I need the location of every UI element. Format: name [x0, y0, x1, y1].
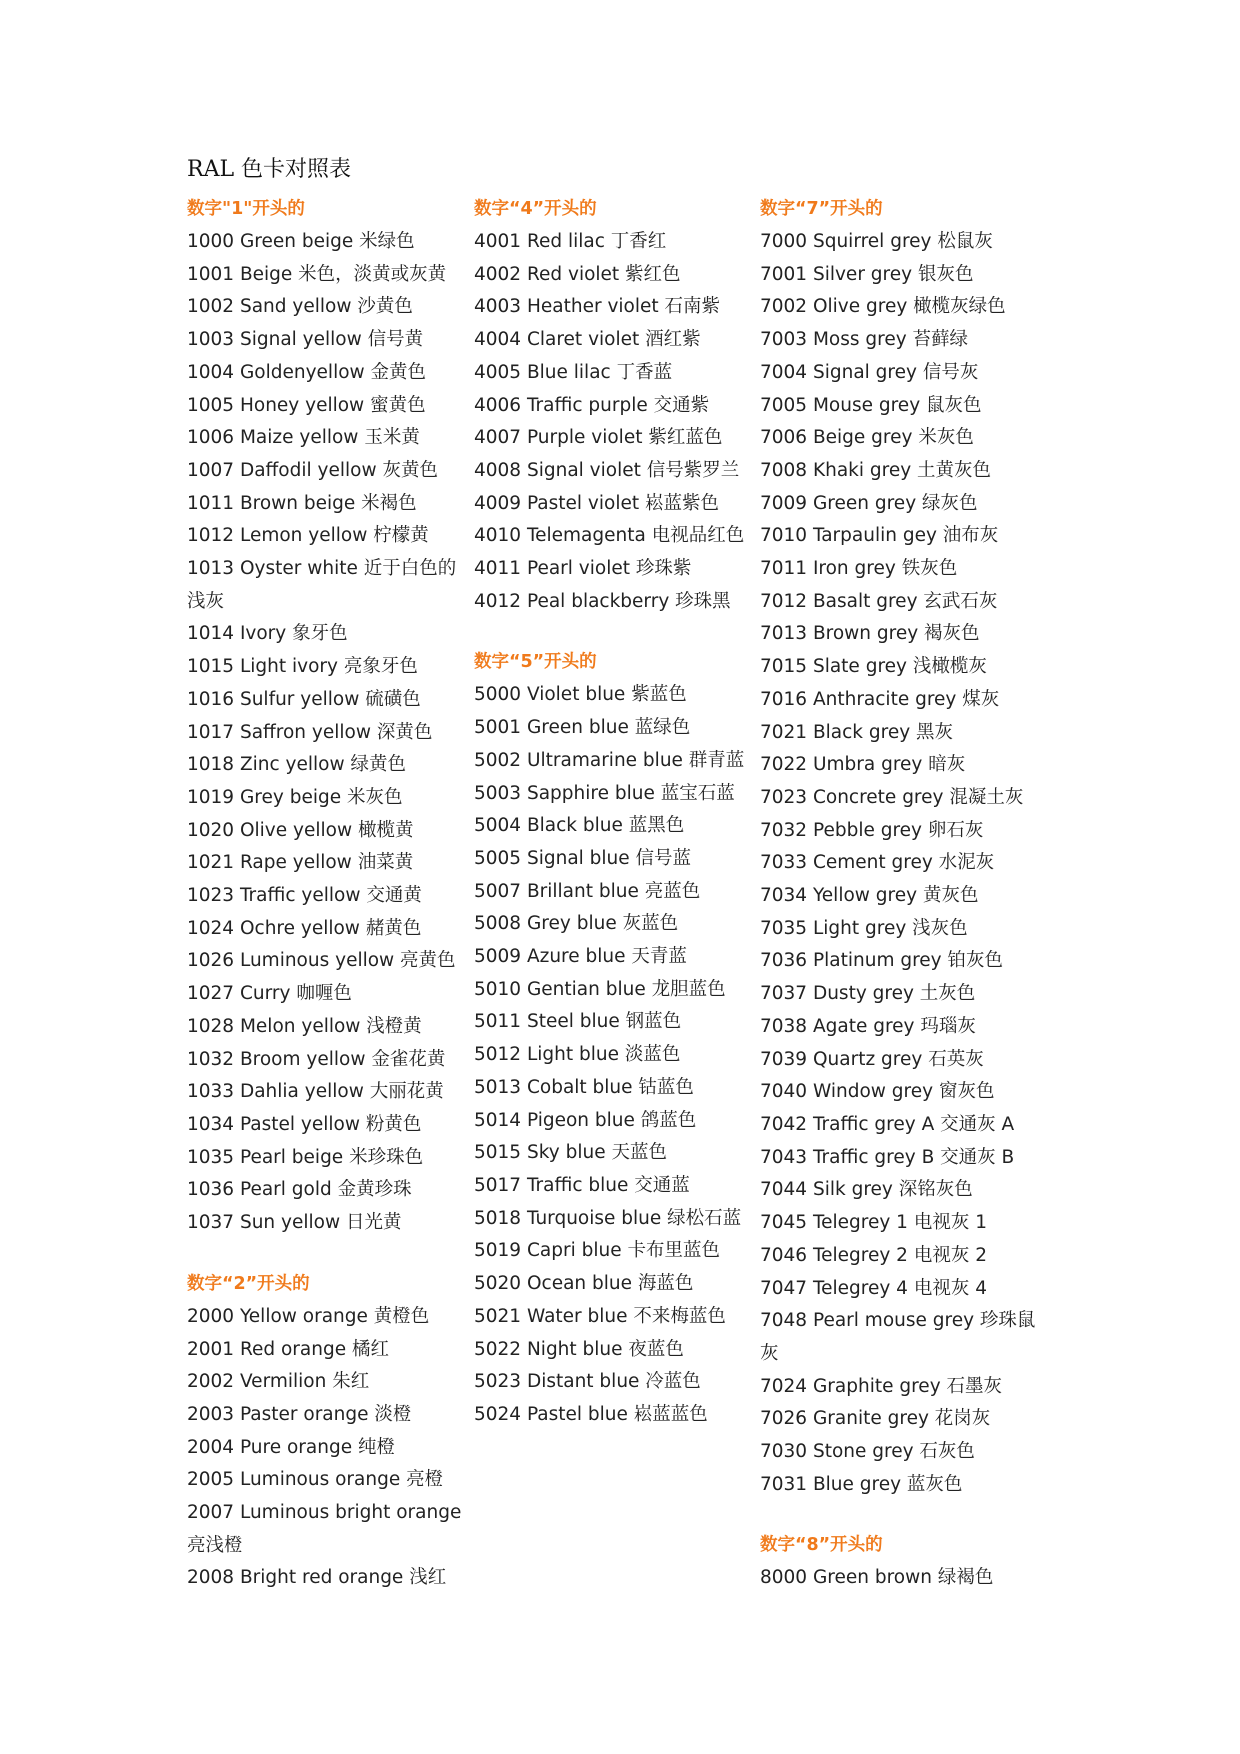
section-heading: 数字“7”开头的 [760, 199, 883, 219]
color-entry: 5008 Grey blue 灰蓝色 [474, 913, 679, 935]
color-entry: 7001 Silver grey 银灰色 [760, 263, 974, 285]
color-entry: 1032 Broom yellow 金雀花黄 [187, 1048, 446, 1070]
color-entry: 4009 Pastel violet 崧蓝紫色 [474, 492, 719, 514]
color-entry: 4008 Signal violet 信号紫罗兰 [474, 459, 740, 481]
section-heading: 数字"1"开头的 [187, 199, 305, 219]
color-entry: 7038 Agate grey 玛瑙灰 [760, 1015, 976, 1037]
color-entry: 7026 Granite grey 花岗灰 [760, 1408, 991, 1430]
color-entry: 7033 Cement grey 水泥灰 [760, 852, 995, 874]
color-entry: 7021 Black grey 黑灰 [760, 721, 954, 743]
color-entry: 5002 Ultramarine blue 群青蓝 [474, 749, 745, 771]
column-1 [187, 193, 462, 1595]
color-entry: 5001 Green blue 蓝绿色 [474, 717, 691, 739]
color-entry: 5011 Steel blue 钢蓝色 [474, 1011, 682, 1033]
color-entry: 1035 Pearl beige 米珍珠色 [187, 1146, 424, 1168]
color-entry: 2000 Yellow orange 黄橙色 [187, 1305, 430, 1327]
color-entry: 7023 Concrete grey 混凝土灰 7032 Pebble grey 卵石灰 [760, 786, 1024, 841]
color-entry: 7006 Beige grey 米灰色 [760, 427, 974, 449]
section-gap [760, 1501, 1045, 1529]
section-gap [187, 1240, 462, 1268]
color-entry: 7045 Telegrey 1 电视灰 1 [760, 1212, 987, 1234]
color-entry: 4011 Pearl violet 珍珠紫 [474, 558, 692, 580]
color-entry: 1036 Pearl gold 金黄珍珠 [187, 1179, 412, 1201]
color-entry: 7015 Slate grey 浅橄榄灰 [760, 656, 987, 678]
color-entry: 1037 Sun yellow 日光黄 [187, 1212, 402, 1234]
color-entry: 1005 Honey yellow 蜜黄色 [187, 394, 426, 416]
color-entry: 7039 Quartz grey 石英灰 [760, 1048, 984, 1070]
color-entry: 5023 Distant blue 冷蓝色 [474, 1371, 701, 1393]
color-entry: 7031 Blue grey 蓝灰色 [760, 1473, 963, 1495]
color-entry: 7011 Iron grey 铁灰色 [760, 558, 958, 580]
color-entry: 2001 Red orange 橘红 [187, 1338, 389, 1360]
color-entry: 7024 Graphite grey 石墨灰 [760, 1375, 1003, 1397]
color-entry: 1003 Signal yellow 信号黄 [187, 329, 424, 351]
color-entry: 5020 Ocean blue 海蓝色 [474, 1273, 694, 1295]
color-entry: 4004 Claret violet 酒红紫 [474, 329, 701, 351]
section-heading: 数字“4”开头的 [474, 199, 597, 219]
color-entry: 1034 Pastel yellow 粉黄色 [187, 1113, 422, 1135]
color-entry: 5000 Violet blue 紫蓝色 [474, 684, 687, 706]
color-entry: 7047 Telegrey 4 电视灰 4 [760, 1277, 987, 1299]
color-entry: 7042 Traffic grey A 交通灰 A [760, 1113, 1015, 1135]
column-3 [760, 193, 1045, 1595]
color-entry: 5004 Black blue 蓝黑色 [474, 815, 685, 837]
color-entry: 1013 Oyster white 近于白色的浅灰 [187, 558, 457, 612]
color-entry: 2004 Pure orange 纯橙 [187, 1436, 395, 1458]
color-entry: 1017 Saffron yellow 深黄色 [187, 721, 433, 743]
color-entry: 5024 Pastel blue 崧蓝蓝色 [474, 1403, 708, 1425]
color-entry: 7009 Green grey 绿灰色 [760, 492, 978, 514]
color-entry: 7016 Anthracite grey 煤灰 [760, 688, 1000, 710]
color-entry: 7044 Silk grey 深铭灰色 [760, 1179, 973, 1201]
color-entry: 7004 Signal grey 信号灰 [760, 361, 979, 383]
color-entry: 7035 Light grey 浅灰色 [760, 917, 968, 939]
color-entry: 1020 Olive yellow 橄榄黄 [187, 819, 414, 841]
color-entry: 5014 Pigeon blue 鸽蓝色 [474, 1109, 697, 1131]
color-entry: 5018 Turquoise blue 绿松石蓝 [474, 1207, 742, 1229]
color-entry: 4012 Peal blackberry 珍珠黑 [474, 590, 731, 612]
color-entry: 1028 Melon yellow 浅橙黄 [187, 1015, 422, 1037]
color-entry: 7034 Yellow grey 黄灰色 [760, 885, 979, 907]
color-entry: 4010 Telemagenta 电视品红色 [474, 525, 745, 547]
color-entry: 7003 Moss grey 苔藓绿 [760, 329, 969, 351]
color-entry: 7022 Umbra grey 暗灰 [760, 754, 966, 776]
color-entry: 7008 Khaki grey 土黄灰色 [760, 459, 992, 481]
color-entry: 1024 Ochre yellow 赭黄色 [187, 917, 422, 939]
color-entry: 2007 Luminous bright orange 亮浅橙 [187, 1502, 462, 1556]
color-entry: 1002 Sand yellow 沙黄色 [187, 296, 413, 318]
section-gap [474, 618, 749, 646]
color-entry: 1004 Goldenyellow 金黄色 [187, 361, 427, 383]
color-entry: 5017 Traffic blue 交通蓝 [474, 1174, 690, 1196]
color-entry: 7036 Platinum grey 铂灰色 [760, 950, 1003, 972]
color-entry: 7000 Squirrel grey 松鼠灰 [760, 231, 993, 252]
color-entry: 5010 Gentian blue 龙胆蓝色 [474, 978, 726, 1000]
color-entry: 1000 Green beige 米绿色 [187, 231, 415, 252]
color-entry: 4006 Traffic purple 交通紫 [474, 394, 710, 416]
color-entry: 2008 Bright red orange 浅红 [187, 1567, 447, 1589]
color-entry: 1021 Rape yellow 油菜黄 [187, 852, 414, 874]
color-entry: 8000 Green brown 绿褐色 [760, 1567, 994, 1589]
color-entry: 5012 Light blue 淡蓝色 [474, 1044, 681, 1066]
color-entry: 7048 Pearl mouse grey 珍珠鼠灰 [760, 1310, 1036, 1364]
color-entry: 1027 Curry 咖喱色 [187, 983, 352, 1005]
color-entry: 5021 Water blue 不来梅蓝色 [474, 1305, 726, 1327]
color-entry: 1018 Zinc yellow 绿黄色 [187, 754, 406, 776]
color-entry: 7002 Olive grey 橄榄灰绿色 [760, 296, 1006, 318]
color-entry: 1033 Dahlia yellow 大丽花黄 [187, 1081, 444, 1103]
color-entry: 5009 Azure blue 天青蓝 [474, 946, 687, 968]
color-entry: 1006 Maize yellow 玉米黄 [187, 427, 420, 449]
color-entry: 5015 Sky blue 天蓝色 [474, 1142, 667, 1164]
color-entry: 1023 Traffic yellow 交通黄 [187, 885, 422, 907]
color-entry: 5005 Signal blue 信号蓝 [474, 847, 692, 869]
section-heading: 数字“2”开头的 [187, 1273, 310, 1294]
color-entry: 5013 Cobalt blue 钴蓝色 [474, 1076, 694, 1098]
color-entry: 2005 Luminous orange 亮橙 [187, 1469, 444, 1491]
page-title: RAL 色卡对照表 [187, 157, 352, 182]
color-entry: 7040 Window grey 窗灰色 [760, 1081, 995, 1103]
color-entry: 5007 Brillant blue 亮蓝色 [474, 880, 701, 902]
color-entry: 5003 Sapphire blue 蓝宝石蓝 [474, 782, 735, 804]
color-entry: 5019 Capri blue 卡布里蓝色 [474, 1240, 720, 1262]
color-entry: 7010 Tarpaulin gey 油布灰 [760, 525, 999, 547]
color-entry: 7043 Traffic grey B 交通灰 B [760, 1146, 1015, 1168]
column-2 [474, 193, 749, 1432]
color-entry: 7013 Brown grey 褐灰色 [760, 623, 980, 645]
color-entry: 1016 Sulfur yellow 硫磺色 [187, 688, 421, 710]
color-entry: 2002 Vermilion 朱红 [187, 1371, 370, 1393]
color-entry: 7030 Stone grey 石灰色 [760, 1441, 975, 1463]
color-entry: 4002 Red violet 紫红色 [474, 263, 681, 285]
color-entry: 7005 Mouse grey 鼠灰色 [760, 394, 982, 416]
color-entry: 1019 Grey beige 米灰色 [187, 786, 403, 808]
color-entry: 4003 Heather violet 石南紫 [474, 296, 721, 318]
color-entry: 1015 Light ivory 亮象牙色 [187, 656, 418, 678]
color-entry: 4001 Red lilac 丁香红 [474, 231, 667, 252]
color-entry: 1014 Ivory 象牙色 [187, 623, 348, 645]
section-heading: 数字“8”开头的 [760, 1535, 883, 1556]
color-entry: 5022 Night blue 夜蓝色 [474, 1338, 684, 1360]
color-entry: 1001 Beige 米色，淡黄或灰黄 [187, 263, 447, 285]
color-entry: 7046 Telegrey 2 电视灰 2 [760, 1244, 987, 1266]
section-heading: 数字“5”开头的 [474, 652, 597, 673]
color-entry: 7012 Basalt grey 玄武石灰 [760, 590, 998, 612]
color-entry: 4005 Blue lilac 丁香蓝 [474, 361, 673, 383]
color-entry: 1007 Daffodil yellow 灰黄色 [187, 459, 438, 481]
color-entry: 1012 Lemon yellow 柠檬黄 [187, 525, 429, 547]
color-entry: 1026 Luminous yellow 亮黄色 [187, 950, 456, 972]
color-entry: 4007 Purple violet 紫红蓝色 [474, 427, 723, 449]
color-entry: 7037 Dusty grey 土灰色 [760, 983, 976, 1005]
color-entry: 2003 Paster orange 淡橙 [187, 1403, 412, 1425]
color-entry: 1011 Brown beige 米褐色 [187, 492, 417, 514]
